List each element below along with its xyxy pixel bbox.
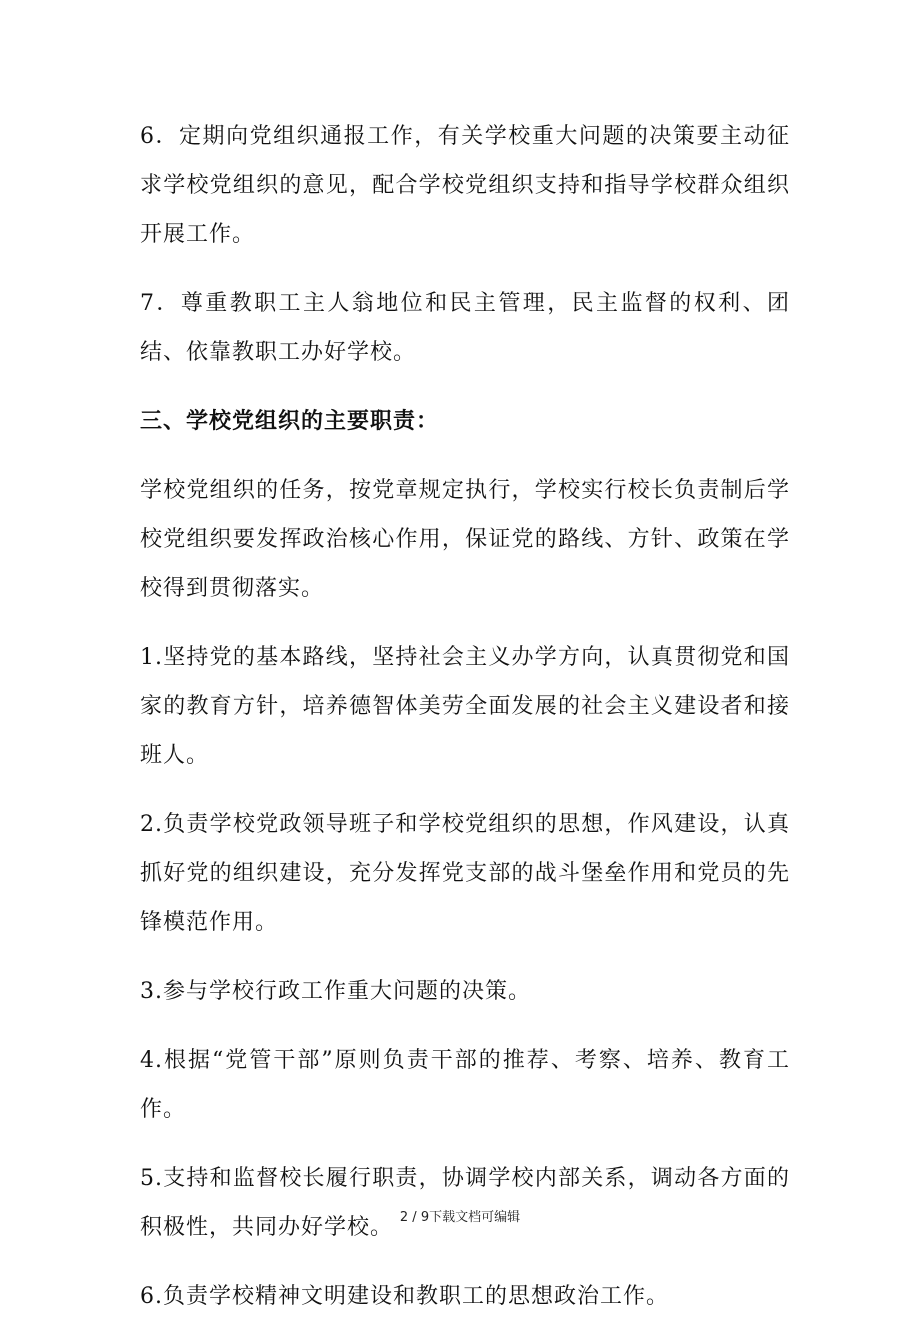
paragraph-party-tasks-intro: 学校党组织的任务，按党章规定执行，学校实行校长负责制后学校党组织要发挥政治核心作用，保证党的路线、方针、政策在学校得到贯彻落实。 [140, 478, 790, 601]
paragraph-item-7-respect-staff: 7．尊重教职工主人翁地位和民主管理，民主监督的权利、团结、依靠教职工办好学校。 [140, 291, 790, 365]
paragraph-duty-5: 5.支持和监督校长履行职责，协调学校内部关系，调动各方面的积极性，共同办好学校。 [140, 1166, 790, 1240]
paragraph-duty-3: 3.参与学校行政工作重大问题的决策。 [140, 979, 531, 1004]
paragraph-item-6-notify-party: 6．定期向党组织通报工作，有关学校重大问题的决策要主动征求学校党组织的意见，配合学校党组织支持和指导学校群众组织开展工作。 [140, 124, 790, 247]
paragraph-duty-2: 2.负责学校党政领导班子和学校党组织的思想，作风建设，认真抓好党的组织建设，充分发挥党支部的战斗堡垒作用和党员的先锋模范作用。 [140, 812, 790, 935]
paragraph-duty-1: 1.坚持党的基本路线，坚持社会主义办学方向，认真贯彻党和国家的教育方针，培养德智体美劳全面发展的社会主义建设者和接班人。 [140, 645, 790, 768]
paragraph-duty-6: 6.负责学校精神文明建设和教职工的思想政治工作。 [140, 1284, 669, 1309]
page-footer: 2 / 9下载文档可编辑 [399, 1210, 521, 1225]
paragraph-duty-4: 4.根据“党管干部”原则负责干部的推荐、考察、培养、教育工作。 [140, 1048, 790, 1122]
document-body [140, 112, 790, 1341]
section-heading-party-duties: 三、学校党组织的主要职责： [140, 409, 440, 434]
